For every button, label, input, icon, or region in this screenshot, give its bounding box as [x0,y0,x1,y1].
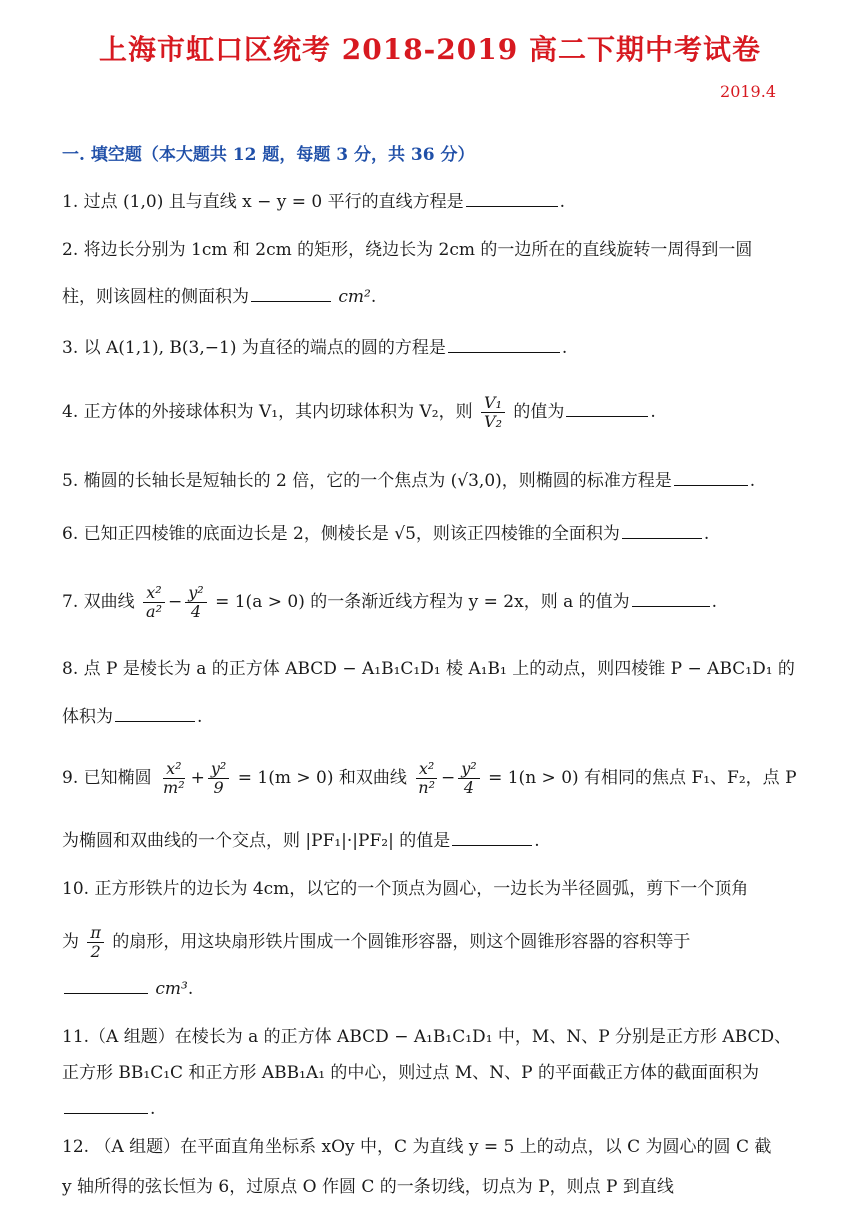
question-7-fraction-x [143,584,165,621]
fraction-numerator: x² [416,760,437,779]
question-3-text: 3. 以 A(1,1), B(3,−1) 为直径的端点的圆的方程是 [62,338,446,358]
question-9-fraction-3 [415,760,438,797]
answer-blank-3 [448,334,560,353]
question-8-line-2: 体积为 . [62,702,780,732]
answer-blank-10 [64,975,148,994]
question-10-unit: cm³ [155,979,188,999]
question-7-text-b: = 1(a > 0) 的一条渐近线方程为 y = 2x，则 a 的值为 [215,592,630,612]
fraction-denominator: 4 [190,602,202,621]
answer-blank-8 [115,703,195,722]
question-12-line-2 [62,1172,780,1202]
question-6: 6. 已知正四棱锥的底面边长是 2，侧棱长是 √5，则该正四棱锥的全面积为 . [62,519,780,549]
fraction-numerator: y² [208,760,229,779]
question-8-text-b: 体积为 [62,707,113,727]
question-3: 3. 以 A(1,1), B(3,−1) 为直径的端点的圆的方程是 . [62,333,780,363]
answer-blank-7 [632,588,710,607]
question-12-text-b: y 轴所得的弦长恒为 6，过原点 O 作圆 C 的一条切线，切点为 P，则点 P 到直线 [62,1177,674,1197]
question-8-line-1 [62,654,795,684]
question-8-text-a: 8. 点 P 是棱长为 a 的正方体 ABCD − A₁B₁C₁D₁ 棱 A₁B₁ 上的动点，则四棱锥 P − ABC₁D₁ 的 [62,659,795,679]
exam-date: 2019.4 [720,82,776,101]
answer-blank-9 [452,827,532,846]
question-4-text-a: 4. 正方体的外接球体积为 V₁，其内切球体积为 V₂，则 [62,402,473,422]
plus-sign: + [190,768,205,788]
exam-title: 上海市虹口区统考 2018-2019 高二下期中考试卷 [99,33,761,66]
fraction-numerator: y² [185,584,206,603]
question-5-text: 5. 椭圆的长轴长是短轴长的 2 倍，它的一个焦点为 (√3,0)，则椭圆的标准方程是 [62,471,672,491]
question-2-unit: cm² [338,287,371,307]
question-4-text-b: 的值为 [513,402,565,422]
question-11-text-a: 11.（A 组题）在棱长为 a 的正方体 ABCD − A₁B₁C₁D₁ 中，M、N、P 分别是正方形 ABCD、 [62,1027,792,1047]
fraction-denominator: 2 [90,942,101,961]
fraction-denominator: V₂ [484,412,502,431]
minus-sign: − [440,768,456,788]
question-2-line-1 [62,235,780,265]
question-10-line-1 [62,874,780,904]
answer-blank-2 [251,283,331,302]
fraction-denominator: 9 [213,778,224,797]
question-9-text-d: 为椭圆和双曲线的一个交点，则 |PF₁|·|PF₂| 的值是 [62,831,451,851]
fraction-denominator: n² [418,778,435,797]
question-10-line-3: cm³. [62,974,780,1004]
question-10-text-b1: 为 [62,932,79,952]
question-12-text-a: 12. （A 组题）在平面直角坐标系 xOy 中，C 为直线 y = 5 上的动点，以 C 为圆心的圆 C 截 [62,1137,772,1157]
answer-blank-11 [64,1095,148,1114]
question-11-text-b: 正方形 BB₁C₁C 和正方形 ABB₁A₁ 的中心，则过点 M、N、P 的平面截正方体的截面面积为 [62,1063,759,1083]
question-9-fraction-4 [458,760,479,797]
question-2-text-b: 柱，则该圆柱的侧面积为 [62,287,249,307]
question-4-fraction [481,394,505,431]
question-2-line-2: 柱，则该圆柱的侧面积为 cm². [62,282,780,312]
question-9-text-b: = 1(m > 0) 和双曲线 [237,768,407,788]
question-1-text: 1. 过点 (1,0) 且与直线 x − y = 0 平行的直线方程是 [62,192,464,212]
question-11-line-1 [62,1022,792,1052]
question-5: 5. 椭圆的长轴长是短轴长的 2 倍，它的一个焦点为 (√3,0)，则椭圆的标准方程是 . [62,466,780,496]
question-9-text-c: = 1(n > 0) 有相同的焦点 F₁、F₂，点 P [488,768,797,788]
fraction-numerator: π [87,924,104,943]
question-7-fraction-y [185,584,206,621]
fraction-denominator: a² [146,602,162,621]
question-9-fraction-2 [208,760,229,797]
question-4: 4. 正方体的外接球体积为 V₁，其内切球体积为 V₂，则 $\frac{\text{V₁}}{\text{V₂}}$ 的值为 . [62,393,656,431]
question-11-line-3: . [62,1094,780,1124]
minus-sign: − [167,592,183,612]
question-10-text-b2: 的扇形，用这块扇形铁片围成一个圆锥形容器，则这个圆锥形容器的容积等于 [112,932,691,952]
section-heading: 一. 填空题（本大题共 12 题，每题 3 分，共 36 分） [62,145,475,165]
answer-blank-4 [566,398,648,417]
fraction-denominator: 4 [463,778,475,797]
answer-blank-5 [674,467,748,486]
question-10-fraction [87,924,104,961]
question-11-line-2 [62,1058,780,1088]
fraction-numerator: x² [163,760,184,779]
fraction-numerator: x² [143,584,164,603]
question-9-fraction-1 [160,760,188,797]
answer-blank-1 [466,188,558,207]
question-12-line-1 [62,1132,780,1162]
question-10-line-2 [62,924,780,961]
question-1: 1. 过点 (1,0) 且与直线 x − y = 0 平行的直线方程是 . [62,187,780,217]
answer-blank-6 [622,520,702,539]
question-10-text-a: 10. 正方形铁片的边长为 4cm，以它的一个顶点为圆心，一边长为半径圆弧，剪下一个顶角 [62,879,749,899]
question-7: 7. 双曲线 $\frac{\text{x²}}{\text{a²}}$ − $\frac{\text{y²}}{4}$ = 1(a > 0) 的一条渐近线方程为 y = 2x，则 a 的值为 . [62,583,718,621]
question-2-text-a: 2. 将边长分别为 1cm 和 2cm 的矩形，绕边长为 2cm 的一边所在的直线旋转一周得到一圆 [62,240,753,260]
question-9-text-a: 9. 已知椭圆 [62,768,152,788]
fraction-denominator: m² [163,778,185,797]
question-9-line-1 [62,759,797,797]
question-6-text: 6. 已知正四棱锥的底面边长是 2，侧棱长是 √5，则该正四棱锥的全面积为 [62,524,620,544]
question-9-line-2: 为椭圆和双曲线的一个交点，则 |PF₁|·|PF₂| 的值是 . [62,826,780,856]
fraction-numerator: y² [458,760,479,779]
fraction-numerator: V₁ [481,394,505,413]
question-7-text-a: 7. 双曲线 [62,592,135,612]
